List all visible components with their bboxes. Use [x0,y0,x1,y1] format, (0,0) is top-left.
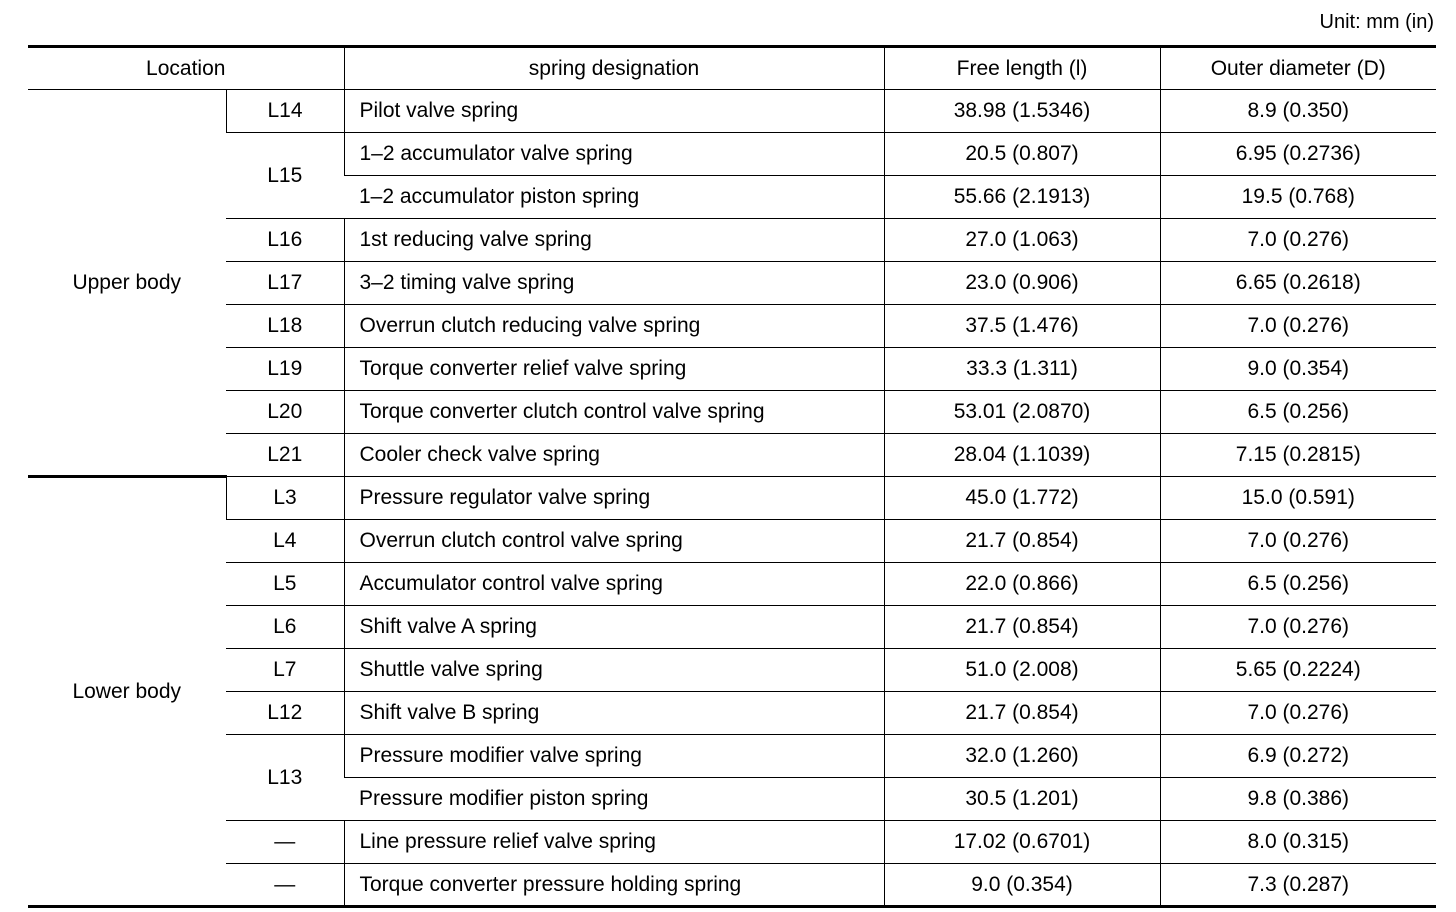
spring-spec-table [28,45,1436,908]
spring-code: L19 [226,348,344,391]
table-row [28,391,1436,434]
outer-diameter-value: 6.65 (0.2618) [1160,262,1436,305]
free-length-value: 45.0 (1.772) [884,477,1160,520]
spring-name: Line pressure relief valve spring [344,821,884,864]
spring-name: Pressure modifier valve spring [344,735,884,778]
spring-code: L14 [226,90,344,133]
spring-name: 1–2 accumulator piston spring [344,176,884,219]
outer-diameter-value: 7.0 (0.276) [1160,606,1436,649]
table-row [28,649,1436,692]
spring-name: 1–2 accumulator valve spring [344,133,884,176]
spring-name: Overrun clutch reducing valve spring [344,305,884,348]
unit-label: Unit: mm (in) [1319,11,1434,33]
free-length-value: 51.0 (2.008) [884,649,1160,692]
spring-name: Torque converter relief valve spring [344,348,884,391]
spring-code: L7 [226,649,344,692]
spring-name: Cooler check valve spring [344,434,884,477]
spring-code: L5 [226,563,344,606]
spring-code: L17 [226,262,344,305]
spring-code: L6 [226,606,344,649]
outer-diameter-value: 6.5 (0.256) [1160,563,1436,606]
outer-diameter-value: 15.0 (0.591) [1160,477,1436,520]
free-length-value: 30.5 (1.201) [884,778,1160,821]
free-length-value: 33.3 (1.311) [884,348,1160,391]
table-row [28,305,1436,348]
outer-diameter-value: 5.65 (0.2224) [1160,649,1436,692]
free-length-value: 21.7 (0.854) [884,520,1160,563]
table-row [28,692,1436,735]
outer-diameter-value: 6.9 (0.272) [1160,735,1436,778]
spring-code: L12 [226,692,344,735]
outer-diameter-value: 9.0 (0.354) [1160,348,1436,391]
outer-diameter-value: 8.0 (0.315) [1160,821,1436,864]
header-free-length: Free length (l) [884,47,1160,90]
spring-name: Shift valve A spring [344,606,884,649]
outer-diameter-value: 19.5 (0.768) [1160,176,1436,219]
spring-code: L21 [226,434,344,477]
spring-code: L20 [226,391,344,434]
outer-diameter-value: 8.9 (0.350) [1160,90,1436,133]
table-row [28,434,1436,477]
location-upper-body: Upper body [28,90,226,477]
spring-name: Torque converter pressure holding spring [344,864,884,907]
free-length-value: 9.0 (0.354) [884,864,1160,907]
header-location: Location [28,47,344,90]
table-row [28,477,1436,520]
table-row [28,90,1436,133]
spring-name: Pilot valve spring [344,90,884,133]
outer-diameter-value: 6.95 (0.2736) [1160,133,1436,176]
spring-code: L13 [226,735,344,821]
spring-name: 1st reducing valve spring [344,219,884,262]
table-row [28,520,1436,563]
free-length-value: 22.0 (0.866) [884,563,1160,606]
spring-name: Torque converter clutch control valve spring [344,391,884,434]
outer-diameter-value: 7.0 (0.276) [1160,692,1436,735]
table-row [28,606,1436,649]
outer-diameter-value: 7.3 (0.287) [1160,864,1436,907]
spring-name: Pressure modifier piston spring [344,778,884,821]
free-length-value: 55.66 (2.1913) [884,176,1160,219]
outer-diameter-value: 7.0 (0.276) [1160,219,1436,262]
free-length-value: 32.0 (1.260) [884,735,1160,778]
spring-code: L3 [226,477,344,520]
table-row [28,563,1436,606]
table-row [28,735,1436,778]
spring-code: L4 [226,520,344,563]
outer-diameter-value: 7.15 (0.2815) [1160,434,1436,477]
spring-name: Overrun clutch control valve spring [344,520,884,563]
table-row [28,348,1436,391]
outer-diameter-value: 9.8 (0.386) [1160,778,1436,821]
table-row [28,864,1436,907]
spring-name: 3–2 timing valve spring [344,262,884,305]
table-row [28,821,1436,864]
spring-name: Accumulator control valve spring [344,563,884,606]
free-length-value: 20.5 (0.807) [884,133,1160,176]
location-lower-body: Lower body [28,477,226,907]
header-outer-diameter: Outer diameter (D) [1160,47,1436,90]
table-row [28,262,1436,305]
spring-code: — [226,821,344,864]
table-row [28,133,1436,176]
outer-diameter-value: 7.0 (0.276) [1160,305,1436,348]
free-length-value: 21.7 (0.854) [884,606,1160,649]
table-row [28,219,1436,262]
free-length-value: 21.7 (0.854) [884,692,1160,735]
spring-code: — [226,864,344,907]
free-length-value: 23.0 (0.906) [884,262,1160,305]
free-length-value: 37.5 (1.476) [884,305,1160,348]
spring-code: L16 [226,219,344,262]
outer-diameter-value: 7.0 (0.276) [1160,520,1436,563]
free-length-value: 28.04 (1.1039) [884,434,1160,477]
spring-name: Shuttle valve spring [344,649,884,692]
free-length-value: 27.0 (1.063) [884,219,1160,262]
spring-name: Pressure regulator valve spring [344,477,884,520]
free-length-value: 53.01 (2.0870) [884,391,1160,434]
free-length-value: 38.98 (1.5346) [884,90,1160,133]
free-length-value: 17.02 (0.6701) [884,821,1160,864]
outer-diameter-value: 6.5 (0.256) [1160,391,1436,434]
spring-name: Shift valve B spring [344,692,884,735]
header-row [28,47,1436,90]
spring-code: L15 [226,133,344,219]
spring-code: L18 [226,305,344,348]
header-spring-designation: spring designation [344,47,884,90]
